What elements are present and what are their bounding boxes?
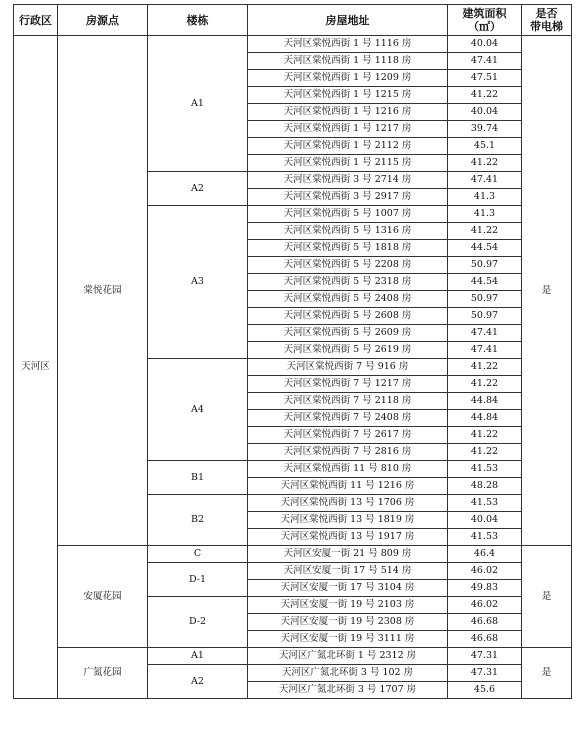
area-cell: 41.53 bbox=[448, 461, 522, 478]
area-cell: 44.84 bbox=[448, 393, 522, 410]
district-cell: 天河区 bbox=[14, 36, 58, 699]
building-cell: A2 bbox=[148, 665, 248, 699]
address-cell: 天河区广氮北环街 3 号 102 房 bbox=[248, 665, 448, 682]
area-cell: 40.04 bbox=[448, 36, 522, 53]
area-cell: 46.68 bbox=[448, 631, 522, 648]
address-cell: 天河区棠悦西街 7 号 2816 房 bbox=[248, 444, 448, 461]
header-elevator-line1: 是否 bbox=[535, 7, 558, 20]
address-cell: 天河区棠悦西街 1 号 1209 房 bbox=[248, 70, 448, 87]
elevator-cell: 是 bbox=[522, 546, 572, 648]
table-body bbox=[14, 36, 572, 699]
header-row bbox=[14, 5, 572, 36]
area-cell: 41.22 bbox=[448, 359, 522, 376]
housing-table bbox=[13, 4, 572, 699]
address-cell: 天河区棠悦西街 1 号 1217 房 bbox=[248, 121, 448, 138]
building-cell: A4 bbox=[148, 359, 248, 461]
area-cell: 46.02 bbox=[448, 597, 522, 614]
header-elevator bbox=[522, 5, 572, 36]
address-cell: 天河区棠悦西街 5 号 2208 房 bbox=[248, 257, 448, 274]
area-cell: 50.97 bbox=[448, 291, 522, 308]
address-cell: 天河区棠悦西街 3 号 2714 房 bbox=[248, 172, 448, 189]
address-cell: 天河区广氮北环街 3 号 1707 房 bbox=[248, 682, 448, 699]
address-cell: 天河区棠悦西街 5 号 1316 房 bbox=[248, 223, 448, 240]
address-cell: 天河区棠悦西街 1 号 1216 房 bbox=[248, 104, 448, 121]
table-row bbox=[14, 546, 572, 563]
area-cell: 41.3 bbox=[448, 206, 522, 223]
address-cell: 天河区棠悦西街 1 号 2115 房 bbox=[248, 155, 448, 172]
area-cell: 47.41 bbox=[448, 342, 522, 359]
address-cell: 天河区棠悦西街 13 号 1917 房 bbox=[248, 529, 448, 546]
area-cell: 44.54 bbox=[448, 240, 522, 257]
area-cell: 46.02 bbox=[448, 563, 522, 580]
area-cell: 41.53 bbox=[448, 529, 522, 546]
area-cell: 50.97 bbox=[448, 308, 522, 325]
header-area bbox=[448, 5, 522, 36]
elevator-cell: 是 bbox=[522, 36, 572, 546]
address-cell: 天河区安厦一街 17 号 3104 房 bbox=[248, 580, 448, 597]
area-cell: 48.28 bbox=[448, 478, 522, 495]
address-cell: 天河区安厦一街 19 号 2308 房 bbox=[248, 614, 448, 631]
housing-listing-sheet bbox=[13, 4, 571, 699]
project-cell: 广氮花园 bbox=[58, 648, 148, 699]
area-cell: 45.1 bbox=[448, 138, 522, 155]
address-cell: 天河区棠悦西街 13 号 1819 房 bbox=[248, 512, 448, 529]
address-cell: 天河区棠悦西街 1 号 2112 房 bbox=[248, 138, 448, 155]
header-project: 房源点 bbox=[58, 5, 148, 36]
area-cell: 47.41 bbox=[448, 172, 522, 189]
table-header bbox=[14, 5, 572, 36]
building-cell: D-2 bbox=[148, 597, 248, 648]
address-cell: 天河区棠悦西街 5 号 2609 房 bbox=[248, 325, 448, 342]
area-cell: 47.41 bbox=[448, 325, 522, 342]
address-cell: 天河区棠悦西街 5 号 2608 房 bbox=[248, 308, 448, 325]
area-cell: 47.51 bbox=[448, 70, 522, 87]
area-cell: 41.22 bbox=[448, 376, 522, 393]
area-cell: 47.31 bbox=[448, 665, 522, 682]
area-cell: 39.74 bbox=[448, 121, 522, 138]
building-cell: B2 bbox=[148, 495, 248, 546]
elevator-cell: 是 bbox=[522, 648, 572, 699]
area-cell: 41.22 bbox=[448, 427, 522, 444]
area-cell: 44.84 bbox=[448, 410, 522, 427]
building-cell: A3 bbox=[148, 206, 248, 359]
area-cell: 41.22 bbox=[448, 223, 522, 240]
address-cell: 天河区棠悦西街 5 号 2408 房 bbox=[248, 291, 448, 308]
area-cell: 41.22 bbox=[448, 87, 522, 104]
area-cell: 49.83 bbox=[448, 580, 522, 597]
address-cell: 天河区棠悦西街 11 号 1216 房 bbox=[248, 478, 448, 495]
header-building: 楼栋 bbox=[148, 5, 248, 36]
area-cell: 47.41 bbox=[448, 53, 522, 70]
area-cell: 41.22 bbox=[448, 444, 522, 461]
building-cell: C bbox=[148, 546, 248, 563]
area-cell: 41.53 bbox=[448, 495, 522, 512]
area-cell: 47.31 bbox=[448, 648, 522, 665]
area-cell: 46.4 bbox=[448, 546, 522, 563]
address-cell: 天河区棠悦西街 5 号 2619 房 bbox=[248, 342, 448, 359]
header-area-line1: 建筑面积 bbox=[462, 7, 507, 20]
area-cell: 44.54 bbox=[448, 274, 522, 291]
address-cell: 天河区棠悦西街 1 号 1118 房 bbox=[248, 53, 448, 70]
address-cell: 天河区广氮北环街 1 号 2312 房 bbox=[248, 648, 448, 665]
building-cell: B1 bbox=[148, 461, 248, 495]
area-cell: 50.97 bbox=[448, 257, 522, 274]
address-cell: 天河区棠悦西街 1 号 1215 房 bbox=[248, 87, 448, 104]
address-cell: 天河区安厦一街 17 号 514 房 bbox=[248, 563, 448, 580]
address-cell: 天河区棠悦西街 13 号 1706 房 bbox=[248, 495, 448, 512]
building-cell: D-1 bbox=[148, 563, 248, 597]
area-cell: 41.3 bbox=[448, 189, 522, 206]
header-address: 房屋地址 bbox=[248, 5, 448, 36]
building-cell: A1 bbox=[148, 36, 248, 172]
project-cell: 安厦花园 bbox=[58, 546, 148, 648]
address-cell: 天河区安厦一街 21 号 809 房 bbox=[248, 546, 448, 563]
table-row bbox=[14, 648, 572, 665]
address-cell: 天河区棠悦西街 7 号 2408 房 bbox=[248, 410, 448, 427]
address-cell: 天河区安厦一街 19 号 2103 房 bbox=[248, 597, 448, 614]
header-area-unit: （㎡） bbox=[468, 20, 501, 33]
area-cell: 41.22 bbox=[448, 155, 522, 172]
table-row bbox=[14, 36, 572, 53]
address-cell: 天河区棠悦西街 7 号 916 房 bbox=[248, 359, 448, 376]
building-cell: A2 bbox=[148, 172, 248, 206]
address-cell: 天河区安厦一街 19 号 3111 房 bbox=[248, 631, 448, 648]
area-cell: 40.04 bbox=[448, 512, 522, 529]
address-cell: 天河区棠悦西街 1 号 1116 房 bbox=[248, 36, 448, 53]
address-cell: 天河区棠悦西街 5 号 1818 房 bbox=[248, 240, 448, 257]
header-district: 行政区 bbox=[14, 5, 58, 36]
address-cell: 天河区棠悦西街 7 号 1217 房 bbox=[248, 376, 448, 393]
area-cell: 45.6 bbox=[448, 682, 522, 699]
address-cell: 天河区棠悦西街 11 号 810 房 bbox=[248, 461, 448, 478]
address-cell: 天河区棠悦西街 5 号 1007 房 bbox=[248, 206, 448, 223]
area-cell: 46.68 bbox=[448, 614, 522, 631]
address-cell: 天河区棠悦西街 3 号 2917 房 bbox=[248, 189, 448, 206]
header-elevator-line2: 带电梯 bbox=[530, 20, 563, 33]
address-cell: 天河区棠悦西街 7 号 2617 房 bbox=[248, 427, 448, 444]
project-cell: 棠悦花园 bbox=[58, 36, 148, 546]
address-cell: 天河区棠悦西街 5 号 2318 房 bbox=[248, 274, 448, 291]
building-cell: A1 bbox=[148, 648, 248, 665]
area-cell: 40.04 bbox=[448, 104, 522, 121]
address-cell: 天河区棠悦西街 7 号 2118 房 bbox=[248, 393, 448, 410]
